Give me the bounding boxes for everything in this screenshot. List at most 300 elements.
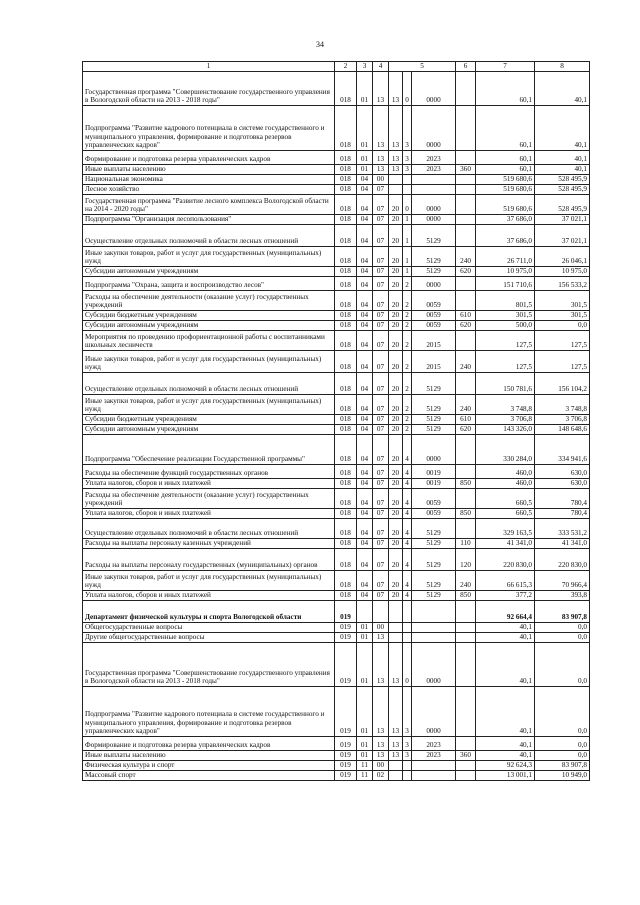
program-code: 20 bbox=[389, 465, 403, 479]
amount-year-1: 40,1 bbox=[476, 623, 535, 633]
item-code bbox=[412, 771, 456, 781]
table-row bbox=[83, 311, 590, 321]
subsection-code: 07 bbox=[373, 215, 389, 225]
subprogram-code: 3 bbox=[403, 751, 412, 761]
section-code: 04 bbox=[357, 395, 373, 415]
section-code: 04 bbox=[357, 509, 373, 519]
amount-year-1: 60,1 bbox=[476, 106, 535, 151]
row-name: Подпрограмма "Обеспечение реализации Государственной программы" bbox=[83, 435, 335, 465]
program-code: 20 bbox=[389, 591, 403, 601]
table-row bbox=[83, 195, 590, 215]
ministry-code: 018 bbox=[335, 571, 357, 591]
expense-type-code bbox=[456, 277, 476, 291]
item-code: 0000 bbox=[412, 687, 456, 737]
item-code: 0019 bbox=[412, 465, 456, 479]
amount-year-1: 301,5 bbox=[476, 311, 535, 321]
table-row bbox=[83, 643, 590, 687]
section-code: 01 bbox=[357, 165, 373, 175]
amount-year-2: 37 021,1 bbox=[535, 225, 590, 247]
program-code: 13 bbox=[389, 737, 403, 751]
amount-year-2: 37 021,1 bbox=[535, 215, 590, 225]
ministry-code: 018 bbox=[335, 321, 357, 331]
subprogram-code: 1 bbox=[403, 267, 412, 277]
item-code: 0000 bbox=[412, 195, 456, 215]
section-code: 04 bbox=[357, 425, 373, 435]
program-code: 20 bbox=[389, 247, 403, 267]
row-name: Подпрограмма "Охрана, защита и воспроизводство лесов" bbox=[83, 277, 335, 291]
item-code: 2015 bbox=[412, 331, 456, 351]
subprogram-code: 4 bbox=[403, 549, 412, 571]
amount-year-1: 60,1 bbox=[476, 151, 535, 165]
section-code: 01 bbox=[357, 737, 373, 751]
subsection-code: 07 bbox=[373, 509, 389, 519]
item-code bbox=[412, 601, 456, 623]
table-row bbox=[83, 465, 590, 479]
section-code: 04 bbox=[357, 175, 373, 185]
program-code: 13 bbox=[389, 165, 403, 175]
row-name: Осуществление отдельных полномочий в области лесных отношений bbox=[83, 519, 335, 539]
item-code: 0000 bbox=[412, 215, 456, 225]
subsection-code: 07 bbox=[373, 465, 389, 479]
table-row bbox=[83, 539, 590, 549]
item-code: 5129 bbox=[412, 247, 456, 267]
row-name: Иные выплаты населению bbox=[83, 165, 335, 175]
expense-type-code: 850 bbox=[456, 509, 476, 519]
ministry-code: 018 bbox=[335, 247, 357, 267]
section-code: 04 bbox=[357, 321, 373, 331]
amount-year-2: 393,8 bbox=[535, 591, 590, 601]
ministry-code: 019 bbox=[335, 623, 357, 633]
amount-year-2: 780,4 bbox=[535, 489, 590, 509]
table-row bbox=[83, 435, 590, 465]
amount-year-1: 220 830,0 bbox=[476, 549, 535, 571]
section-code: 01 bbox=[357, 623, 373, 633]
ministry-code: 018 bbox=[335, 277, 357, 291]
amount-year-2: 0,0 bbox=[535, 643, 590, 687]
section-code: 04 bbox=[357, 277, 373, 291]
subprogram-code: 2 bbox=[403, 277, 412, 291]
section-code: 04 bbox=[357, 479, 373, 489]
table-row bbox=[83, 601, 590, 623]
amount-year-1: 40,1 bbox=[476, 643, 535, 687]
section-code: 04 bbox=[357, 465, 373, 479]
program-code: 20 bbox=[389, 373, 403, 395]
subprogram-code bbox=[403, 175, 412, 185]
page-number: 34 bbox=[316, 40, 324, 49]
table-row bbox=[83, 267, 590, 277]
section-code: 04 bbox=[357, 539, 373, 549]
expense-type-code bbox=[456, 331, 476, 351]
row-name: Расходы на обеспечение деятельности (оказание услуг) государственных учреждений bbox=[83, 489, 335, 509]
amount-year-1: 40,1 bbox=[476, 687, 535, 737]
subsection-code: 13 bbox=[373, 687, 389, 737]
section-code: 04 bbox=[357, 267, 373, 277]
table-row bbox=[83, 591, 590, 601]
subsection-code: 13 bbox=[373, 72, 389, 106]
amount-year-2: 334 941,6 bbox=[535, 435, 590, 465]
item-code: 5129 bbox=[412, 571, 456, 591]
item-code bbox=[412, 761, 456, 771]
amount-year-2: 528 495,9 bbox=[535, 195, 590, 215]
row-name: Иные закупки товаров, работ и услуг для государственных (муниципальных) нужд bbox=[83, 247, 335, 267]
program-code: 20 bbox=[389, 395, 403, 415]
amount-year-2: 127,5 bbox=[535, 331, 590, 351]
row-name: Национальная экономика bbox=[83, 175, 335, 185]
subprogram-code: 4 bbox=[403, 435, 412, 465]
amount-year-2: 156 104,2 bbox=[535, 373, 590, 395]
ministry-code: 018 bbox=[335, 165, 357, 175]
program-code: 20 bbox=[389, 415, 403, 425]
subprogram-code bbox=[403, 601, 412, 623]
table-row bbox=[83, 277, 590, 291]
amount-year-2: 10 975,0 bbox=[535, 267, 590, 277]
ministry-code: 018 bbox=[335, 415, 357, 425]
section-code: 04 bbox=[357, 519, 373, 539]
row-name: Субсидии автономным учреждениям bbox=[83, 267, 335, 277]
subprogram-code: 3 bbox=[403, 737, 412, 751]
expense-type-code bbox=[456, 435, 476, 465]
subsection-code: 07 bbox=[373, 415, 389, 425]
amount-year-2: 83 907,8 bbox=[535, 761, 590, 771]
ministry-code: 018 bbox=[335, 509, 357, 519]
section-code: 04 bbox=[357, 215, 373, 225]
expense-type-code bbox=[456, 633, 476, 643]
program-code: 20 bbox=[389, 549, 403, 571]
subsection-code: 07 bbox=[373, 247, 389, 267]
expense-type-code: 240 bbox=[456, 351, 476, 373]
amount-year-1: 3 706,8 bbox=[476, 415, 535, 425]
subsection-code: 07 bbox=[373, 277, 389, 291]
item-code: 5129 bbox=[412, 591, 456, 601]
section-code: 04 bbox=[357, 435, 373, 465]
program-code: 20 bbox=[389, 195, 403, 215]
amount-year-2: 0,0 bbox=[535, 751, 590, 761]
row-name: Департамент физической культуры и спорта Вологодской области bbox=[83, 601, 335, 623]
table-row bbox=[83, 185, 590, 195]
item-code: 5129 bbox=[412, 519, 456, 539]
section-code: 04 bbox=[357, 549, 373, 571]
row-name: Общегосударственные вопросы bbox=[83, 623, 335, 633]
subsection-code: 07 bbox=[373, 185, 389, 195]
row-name: Физическая культура и спорт bbox=[83, 761, 335, 771]
table-row bbox=[83, 331, 590, 351]
amount-year-1: 660,5 bbox=[476, 489, 535, 509]
section-code: 04 bbox=[357, 247, 373, 267]
table-row bbox=[83, 479, 590, 489]
amount-year-1: 330 284,0 bbox=[476, 435, 535, 465]
program-code: 13 bbox=[389, 106, 403, 151]
table-row bbox=[83, 687, 590, 737]
table-row bbox=[83, 321, 590, 331]
row-name: Уплата налогов, сборов и иных платежей bbox=[83, 591, 335, 601]
col-header: 8 bbox=[535, 62, 590, 72]
program-code: 20 bbox=[389, 291, 403, 311]
col-header: 3 bbox=[357, 62, 373, 72]
expense-type-code bbox=[456, 737, 476, 751]
ministry-code: 018 bbox=[335, 106, 357, 151]
row-name: Другие общегосударственные вопросы bbox=[83, 633, 335, 643]
expense-type-code: 850 bbox=[456, 591, 476, 601]
item-code: 2015 bbox=[412, 351, 456, 373]
subprogram-code: 0 bbox=[403, 643, 412, 687]
ministry-code: 018 bbox=[335, 373, 357, 395]
section-code: 04 bbox=[357, 185, 373, 195]
section-code: 11 bbox=[357, 761, 373, 771]
amount-year-1: 40,1 bbox=[476, 633, 535, 643]
amount-year-2: 40,1 bbox=[535, 151, 590, 165]
amount-year-1: 127,5 bbox=[476, 351, 535, 373]
ministry-code: 019 bbox=[335, 687, 357, 737]
amount-year-2: 3 748,8 bbox=[535, 395, 590, 415]
amount-year-1: 37 686,0 bbox=[476, 215, 535, 225]
section-code: 04 bbox=[357, 331, 373, 351]
section-code: 04 bbox=[357, 489, 373, 509]
program-code: 13 bbox=[389, 687, 403, 737]
table-row bbox=[83, 771, 590, 781]
expense-type-code bbox=[456, 72, 476, 106]
section-code: 04 bbox=[357, 291, 373, 311]
subsection-code: 13 bbox=[373, 633, 389, 643]
table-row bbox=[83, 291, 590, 311]
table-body bbox=[83, 72, 590, 781]
row-name: Уплата налогов, сборов и иных платежей bbox=[83, 479, 335, 489]
expense-type-code: 610 bbox=[456, 311, 476, 321]
row-name: Субсидии автономным учреждениям bbox=[83, 425, 335, 435]
expense-type-code bbox=[456, 291, 476, 311]
subsection-code: 07 bbox=[373, 291, 389, 311]
row-name: Подпрограмма "Развитие кадрового потенциала в системе государственного и муниципального управления, формирование и подготовка резервов управленческих кадров" bbox=[83, 106, 335, 151]
ministry-code: 018 bbox=[335, 489, 357, 509]
amount-year-1: 519 680,6 bbox=[476, 175, 535, 185]
subsection-code: 07 bbox=[373, 549, 389, 571]
subsection-code: 07 bbox=[373, 351, 389, 373]
table-row bbox=[83, 519, 590, 539]
row-name: Субсидии бюджетным учреждениям bbox=[83, 415, 335, 425]
subsection-code: 07 bbox=[373, 519, 389, 539]
program-code: 20 bbox=[389, 225, 403, 247]
subsection-code: 07 bbox=[373, 225, 389, 247]
subprogram-code bbox=[403, 761, 412, 771]
subprogram-code: 4 bbox=[403, 489, 412, 509]
table-row bbox=[83, 106, 590, 151]
item-code: 0000 bbox=[412, 643, 456, 687]
item-code: 5129 bbox=[412, 373, 456, 395]
col-header: 7 bbox=[476, 62, 535, 72]
section-code bbox=[357, 601, 373, 623]
program-code: 13 bbox=[389, 151, 403, 165]
ministry-code: 018 bbox=[335, 291, 357, 311]
row-name: Осуществление отдельных полномочий в области лесных отношений bbox=[83, 373, 335, 395]
program-code: 20 bbox=[389, 311, 403, 321]
ministry-code: 018 bbox=[335, 435, 357, 465]
subprogram-code: 2 bbox=[403, 321, 412, 331]
program-code: 20 bbox=[389, 215, 403, 225]
row-name: Мероприятия по проведению профориентационной работы с воспитанниками школьных лесничеств bbox=[83, 331, 335, 351]
subprogram-code bbox=[403, 771, 412, 781]
subprogram-code: 0 bbox=[403, 72, 412, 106]
amount-year-1: 500,0 bbox=[476, 321, 535, 331]
subprogram-code: 2 bbox=[403, 311, 412, 321]
amount-year-1: 40,1 bbox=[476, 751, 535, 761]
ministry-code: 018 bbox=[335, 351, 357, 373]
expense-type-code bbox=[456, 761, 476, 771]
program-code: 20 bbox=[389, 519, 403, 539]
amount-year-1: 60,1 bbox=[476, 72, 535, 106]
item-code: 5129 bbox=[412, 415, 456, 425]
program-code: 20 bbox=[389, 539, 403, 549]
header-row bbox=[83, 62, 590, 72]
subprogram-code: 0 bbox=[403, 195, 412, 215]
program-code bbox=[389, 185, 403, 195]
row-name: Массовый спорт bbox=[83, 771, 335, 781]
amount-year-2: 0,0 bbox=[535, 633, 590, 643]
amount-year-2: 83 907,8 bbox=[535, 601, 590, 623]
amount-year-2: 40,1 bbox=[535, 165, 590, 175]
subprogram-code: 2 bbox=[403, 415, 412, 425]
amount-year-2: 630,0 bbox=[535, 479, 590, 489]
ministry-code: 018 bbox=[335, 225, 357, 247]
expense-type-code: 620 bbox=[456, 321, 476, 331]
ministry-code: 018 bbox=[335, 195, 357, 215]
item-code: 5129 bbox=[412, 225, 456, 247]
section-code: 04 bbox=[357, 195, 373, 215]
program-code: 13 bbox=[389, 72, 403, 106]
amount-year-2: 528 495,9 bbox=[535, 185, 590, 195]
table-row bbox=[83, 549, 590, 571]
amount-year-1: 41 341,0 bbox=[476, 539, 535, 549]
row-name: Формирование и подготовка резерва управленческих кадров bbox=[83, 151, 335, 165]
row-name: Иные выплаты населению bbox=[83, 751, 335, 761]
amount-year-1: 150 781,6 bbox=[476, 373, 535, 395]
table-row bbox=[83, 175, 590, 185]
ministry-code: 018 bbox=[335, 72, 357, 106]
table-row bbox=[83, 633, 590, 643]
program-code: 20 bbox=[389, 571, 403, 591]
table-row bbox=[83, 247, 590, 267]
row-name: Иные закупки товаров, работ и услуг для государственных (муниципальных) нужд bbox=[83, 395, 335, 415]
table-row bbox=[83, 373, 590, 395]
table-row bbox=[83, 151, 590, 165]
ministry-code: 018 bbox=[335, 311, 357, 321]
expense-type-code bbox=[456, 465, 476, 479]
amount-year-1: 66 615,3 bbox=[476, 571, 535, 591]
program-code: 20 bbox=[389, 425, 403, 435]
table-row bbox=[83, 225, 590, 247]
expense-type-code bbox=[456, 771, 476, 781]
amount-year-1: 127,5 bbox=[476, 331, 535, 351]
ministry-code: 018 bbox=[335, 185, 357, 195]
amount-year-1: 92 664,4 bbox=[476, 601, 535, 623]
item-code: 2023 bbox=[412, 737, 456, 751]
amount-year-2: 301,5 bbox=[535, 311, 590, 321]
amount-year-2: 528 495,9 bbox=[535, 175, 590, 185]
subsection-code: 07 bbox=[373, 489, 389, 509]
subsection-code: 13 bbox=[373, 643, 389, 687]
table-row bbox=[83, 751, 590, 761]
expense-type-code bbox=[456, 643, 476, 687]
item-code: 0000 bbox=[412, 72, 456, 106]
subprogram-code: 4 bbox=[403, 571, 412, 591]
amount-year-2: 10 949,0 bbox=[535, 771, 590, 781]
ministry-code: 019 bbox=[335, 771, 357, 781]
subprogram-code: 3 bbox=[403, 165, 412, 175]
amount-year-2: 70 966,4 bbox=[535, 571, 590, 591]
amount-year-1: 40,1 bbox=[476, 737, 535, 751]
amount-year-1: 13 001,1 bbox=[476, 771, 535, 781]
table-row bbox=[83, 415, 590, 425]
program-code: 13 bbox=[389, 643, 403, 687]
subprogram-code: 2 bbox=[403, 395, 412, 415]
table-row bbox=[83, 737, 590, 751]
expense-type-code bbox=[456, 175, 476, 185]
subprogram-code: 2 bbox=[403, 331, 412, 351]
amount-year-1: 519 680,6 bbox=[476, 195, 535, 215]
subsection-code: 07 bbox=[373, 591, 389, 601]
subprogram-code: 4 bbox=[403, 591, 412, 601]
row-name: Подпрограмма "Организация лесопользования" bbox=[83, 215, 335, 225]
ministry-code: 019 bbox=[335, 601, 357, 623]
amount-year-1: 377,2 bbox=[476, 591, 535, 601]
item-code: 0059 bbox=[412, 509, 456, 519]
row-name: Расходы на выплаты персоналу казенных учреждений bbox=[83, 539, 335, 549]
row-name: Иные закупки товаров, работ и услуг для государственных (муниципальных) нужд bbox=[83, 351, 335, 373]
col-header: 2 bbox=[335, 62, 357, 72]
subprogram-code: 2 bbox=[403, 425, 412, 435]
program-code: 20 bbox=[389, 321, 403, 331]
subsection-code: 00 bbox=[373, 761, 389, 771]
amount-year-2: 780,4 bbox=[535, 509, 590, 519]
expense-type-code: 120 bbox=[456, 549, 476, 571]
amount-year-2: 3 706,8 bbox=[535, 415, 590, 425]
item-code bbox=[412, 185, 456, 195]
item-code: 0059 bbox=[412, 291, 456, 311]
amount-year-1: 37 686,0 bbox=[476, 225, 535, 247]
subprogram-code: 1 bbox=[403, 225, 412, 247]
section-code: 04 bbox=[357, 311, 373, 321]
expense-type-code bbox=[456, 195, 476, 215]
amount-year-1: 519 680,6 bbox=[476, 185, 535, 195]
subsection-code: 02 bbox=[373, 771, 389, 781]
row-name: Уплата налогов, сборов и иных платежей bbox=[83, 509, 335, 519]
expense-type-code bbox=[456, 185, 476, 195]
subsection-code: 13 bbox=[373, 165, 389, 175]
col-header: 5 bbox=[389, 62, 456, 72]
program-code bbox=[389, 761, 403, 771]
ministry-code: 018 bbox=[335, 395, 357, 415]
col-header: 1 bbox=[83, 62, 335, 72]
amount-year-2: 41 341,0 bbox=[535, 539, 590, 549]
subprogram-code bbox=[403, 633, 412, 643]
expense-type-code bbox=[456, 601, 476, 623]
expense-type-code bbox=[456, 215, 476, 225]
amount-year-2: 156 533,2 bbox=[535, 277, 590, 291]
item-code: 5129 bbox=[412, 539, 456, 549]
subsection-code: 13 bbox=[373, 737, 389, 751]
table-row bbox=[83, 351, 590, 373]
amount-year-2: 0,0 bbox=[535, 687, 590, 737]
subsection-code: 13 bbox=[373, 751, 389, 761]
subsection-code: 07 bbox=[373, 321, 389, 331]
amount-year-1: 460,0 bbox=[476, 479, 535, 489]
table-row bbox=[83, 509, 590, 519]
expense-type-code: 850 bbox=[456, 479, 476, 489]
section-code: 01 bbox=[357, 151, 373, 165]
row-name: Формирование и подготовка резерва управленческих кадров bbox=[83, 737, 335, 751]
program-code bbox=[389, 601, 403, 623]
item-code bbox=[412, 633, 456, 643]
item-code: 0000 bbox=[412, 435, 456, 465]
item-code: 2023 bbox=[412, 751, 456, 761]
